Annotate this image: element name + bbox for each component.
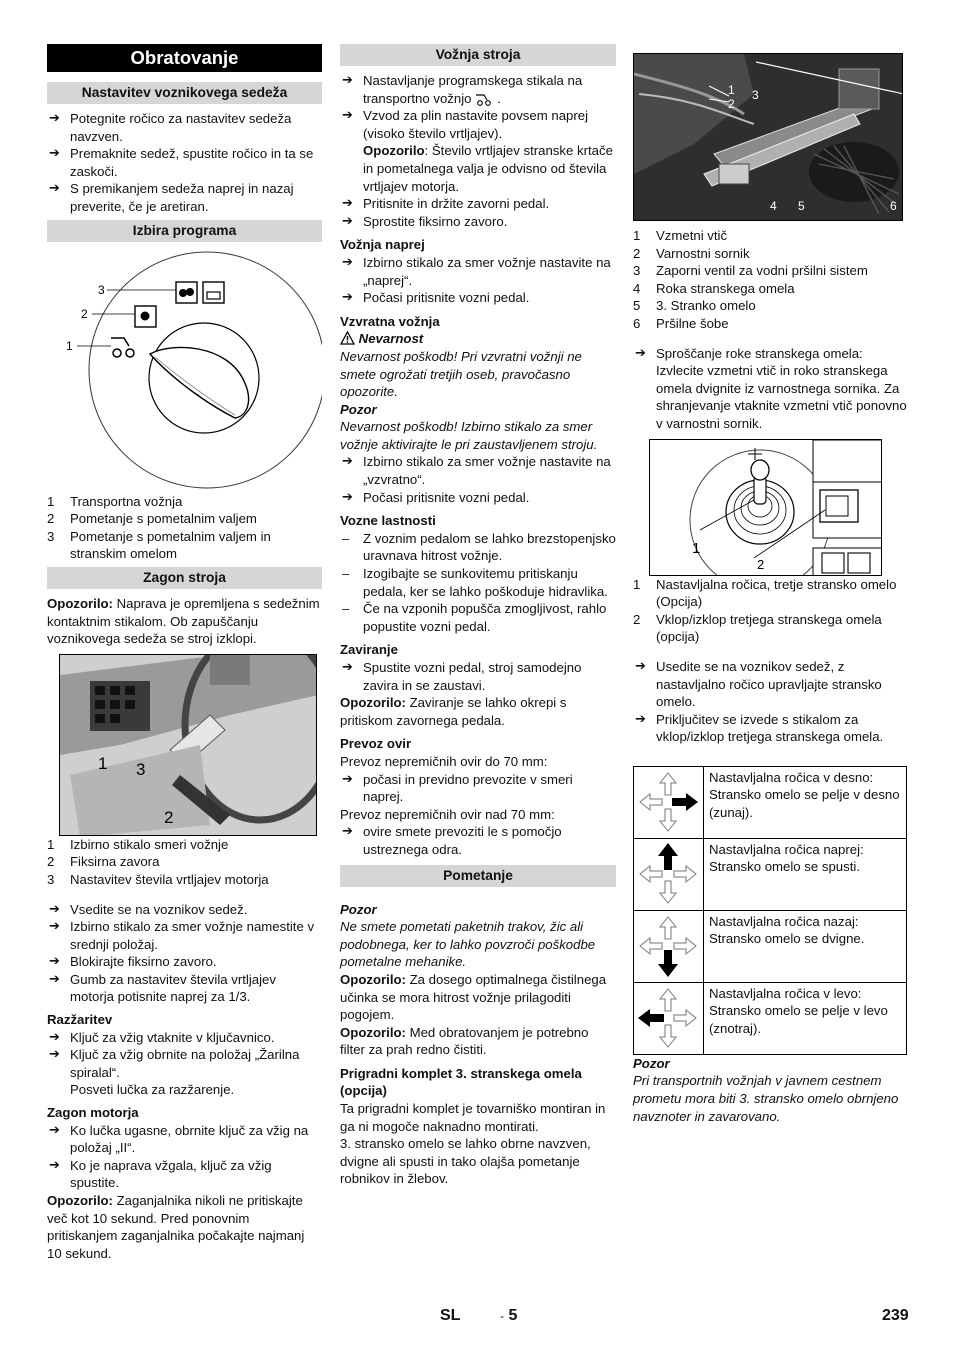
drive-step-3: ➔ Pritisnite in držite zavorni pedal.: [340, 195, 616, 213]
reverse-step-2: ➔ Počasi pritisnite vozni pedal.: [340, 489, 616, 507]
photo-item-5: 5 3. Stranko omelo: [633, 298, 756, 314]
dash-label-3: 3: [136, 759, 146, 779]
dash-label-1: 1: [98, 753, 108, 773]
danger-text: Nevarnost poškodb! Pri vzvratni vožnji ne smete ogrožati tretjih oseb, pravočasno opozorite.: [340, 348, 582, 400]
joystick-figure: [649, 439, 882, 576]
dashboard-drawing: [60, 655, 317, 836]
section-program-title: Izbira programa: [47, 220, 322, 242]
sweep-note-1: Opozorilo: Za dosego optimalnega čistilnega učinka se mora hitrost vožnje prilagoditi pogojem.: [340, 971, 607, 1023]
section-seat-title: Nastavitev voznikovega sedeža: [47, 82, 322, 104]
preheat-step-1: ➔ Ključ za vžig vtaknite v ključavnico.: [47, 1029, 322, 1047]
column-3: [633, 44, 907, 1125]
forward-step-2: ➔ Počasi pritisnite vozni pedal.: [340, 289, 616, 307]
photo-label-6: 6: [890, 199, 897, 213]
release-step: ➔ Sproščanje roke stranskega omela: Izvlecite vzmetni vtič in roko stranskega omela dvignite iz varnostnega sornika. Za shranjevanje vtaknite vzmetni vtič ponovno v varnostni sornik.: [633, 345, 907, 433]
preheat-step-2: ➔ Ključ za vžig obrnite na položaj „Žarilna spiralal“.: [47, 1046, 322, 1081]
engine-step-2: ➔ Ko je naprava vžgala, ključ za vžig spustite.: [47, 1157, 322, 1192]
engine-note: Opozorilo: Zaganjalnika nikoli ne pritiskajte več kot 10 sekund. Pred ponovnim pritiskanjem zaganjalnika počakajte najmanj 10 sekund.: [47, 1193, 305, 1261]
photo-item-4: 4 Roka stranskega omela: [633, 280, 795, 296]
table-row: [634, 910, 907, 982]
brake-title: Zaviranje: [340, 642, 398, 658]
kit-title: Prigradni komplet 3. stranskega omela (opcija): [340, 1065, 582, 1099]
section-drive-title: Vožnja stroja: [340, 44, 616, 66]
joystick-direction-table: [633, 766, 907, 1055]
arrow-left-icon: [634, 982, 704, 1054]
obstacle-text-1: Prevoz nepremičnih ovir do 70 mm:: [340, 753, 548, 769]
program-item-2: 2 Pometanje s pometalnim valjem: [47, 511, 257, 527]
table-row: [634, 982, 907, 1054]
preheat-after: Posveti lučka za razžarenje.: [70, 1082, 235, 1098]
start-step-3: ➔ Blokirajte fiksirno zavoro.: [47, 953, 322, 971]
start-note: Opozorilo: Naprava je opremljena s sedežnim kontaktnim stikalom. Ob zapuščanju voznikovega sedeža se stroj izklopi.: [47, 595, 320, 647]
props-item-2: – Izogibajte se sunkovitemu pritiskanju pedala, ker se lahko poškoduje hidravlika.: [340, 565, 616, 600]
footer-local-page: - 5: [500, 1307, 518, 1324]
direction-up-text: Nastavljalna ročica naprej: Stransko omelo se spusti.: [704, 838, 907, 910]
dash-item-1: 1 Izbirno stikalo smeri vožnje: [47, 836, 229, 852]
photo-label-1: 1: [728, 83, 735, 97]
props-item-1: – Z voznim pedalom se lahko brezstopenjsko uravnava hitrost vožnje.: [340, 530, 616, 565]
program-dial-drawing: [47, 248, 322, 493]
start-step-1: ➔ Vsedite se na voznikov sedež.: [47, 901, 322, 919]
reverse-step-1: ➔ Izbirno stikalo za smer vožnje nastavite na „vzvratno“.: [340, 453, 616, 488]
dash-label-2: 2: [164, 807, 174, 827]
photo-item-2: 2 Varnostni sornik: [633, 245, 750, 261]
footer-language: SL: [440, 1307, 461, 1324]
photo-label-3: 3: [752, 88, 759, 102]
start-step-2: ➔ Izbirno stikalo za smer vožnje namestite v srednji položaj.: [47, 918, 322, 953]
arrow-right-icon: [634, 766, 704, 838]
section-start-title: Zagon stroja: [47, 567, 322, 589]
joystick-drawing: [650, 440, 882, 576]
footer-page-number: 239: [882, 1307, 909, 1324]
start-step-4: ➔ Gumb za nastavitev števila vrtljajev motorja potisnite naprej za 1/3.: [47, 971, 322, 1006]
seat-step-1: ➔ Potegnite ročico za nastavitev sedeža navzven.: [47, 110, 322, 145]
page-title: Obratovanje: [47, 44, 322, 72]
joy-step-1: ➔ Usedite se na voznikov sedež, z nastavljalno ročico upravljajte stransko omelo.: [633, 658, 907, 711]
joy-item-1: 1 Nastavljalna ročica, tretje stransko omelo (Opcija): [633, 576, 897, 610]
photo-label-2: 2: [728, 97, 735, 111]
props-item-3: – Če na vzponih popušča zmogljivost, rahlo popustite vozni pedal.: [340, 600, 616, 635]
danger-heading: Nevarnost: [340, 330, 616, 348]
forward-title: Vožnja naprej: [340, 237, 425, 253]
joy-label-2: 2: [757, 556, 765, 572]
caution-text: Nevarnost poškodb! Izbirno stikalo za smer vožnje aktivirajte le pri zaustavljenem stroju.: [340, 419, 598, 452]
kit-text-1: Ta prigradni komplet je tovarniško montiran in ga ni mogoče naknadno montirati.: [340, 1101, 606, 1134]
program-selector-figure: [47, 248, 322, 493]
photo-label-4: 4: [770, 199, 777, 213]
sweep-caution-text: Ne smete pometati paketnih trakov, žic ali podobnega, ker to lahko povzroči poškodbe pometalne mehanike.: [340, 919, 596, 970]
transport-icon: [475, 92, 497, 106]
preheat-title: Razžaritev: [47, 1012, 113, 1028]
col3-caution-heading: Pozor: [633, 1055, 670, 1071]
engine-step-1: ➔ Ko lučka ugasne, obrnite ključ za vžig na položaj „II“.: [47, 1122, 322, 1157]
joy-item-2: 2 Vklop/izklop tretjega stranskega omela (opcija): [633, 611, 882, 645]
column-1: [47, 44, 322, 1262]
seat-step-2: ➔ Premaknite sedež, spustite ročico in ta se zaskoči.: [47, 145, 322, 180]
photo-label-5: 5: [798, 199, 805, 213]
dash-item-3: 3 Nastavitev števila vrtljajev motorja: [47, 871, 269, 887]
direction-right-text: Nastavljalna ročica v desno: Stransko omelo se pelje v desno (zunaj).: [704, 766, 907, 838]
drive-step-4: ➔ Sprostite fiksirno zavoro.: [340, 213, 616, 231]
reverse-title: Vzvratna vožnja: [340, 313, 440, 329]
brake-note: Opozorilo: Zaviranje se lahko okrepi s pritiskom zavornega pedala.: [340, 695, 567, 728]
sweep-caution-heading: Pozor: [340, 901, 377, 917]
column-2: [340, 44, 616, 1188]
engine-title: Zagon motorja: [47, 1105, 139, 1121]
sweep-note-2: Opozorilo: Med obratovanjem je potrebno filter za prah redno čistiti.: [340, 1024, 589, 1058]
direction-left-text: Nastavljalna ročica v levo: Stransko omelo se pelje v levo (znotraj).: [704, 982, 907, 1054]
table-row: [634, 766, 907, 838]
obstacle-step-2: ➔ ovire smete prevoziti le s pomočjo ustreznega odra.: [340, 823, 616, 858]
side-broom-photo: [633, 53, 903, 221]
col3-caution-text: Pri transportnih vožnjah v javnem cestnem prometu mora biti 3. stransko omelo obrnjeno navznoter in zavarovano.: [633, 1073, 899, 1124]
obstacle-step-1: ➔ počasi in previdno prevozite v smeri naprej.: [340, 771, 616, 806]
program-label-3: 3: [98, 282, 105, 297]
photo-item-3: 3 Zaporni ventil za vodni pršilni sistem: [633, 263, 868, 279]
obstacle-text-2: Prevoz nepremičnih ovir nad 70 mm:: [340, 806, 555, 822]
brake-step-1: ➔ Spustite vozni pedal, stroj samodejno zavira in se zaustavi.: [340, 659, 616, 694]
caution-heading: Pozor: [340, 401, 377, 417]
dashboard-figure: [59, 654, 317, 836]
arrow-up-icon: [634, 838, 704, 910]
drive-note: Opozorilo: Število vrtljajev stranske krtače in pometalnega valja je odvisno od števila vrtljajev motorja.: [363, 143, 613, 194]
seat-step-3: ➔ S premikanjem sedeža naprej in nazaj preverite, če je aretiran.: [47, 180, 322, 215]
warning-triangle-icon: [340, 331, 355, 345]
joy-step-2: ➔ Priključitev se izvede s stikalom za vklop/izklop tretjega stranskega omela.: [633, 711, 907, 746]
joy-label-1: 1: [692, 539, 701, 557]
photo-item-1: 1 Vzmetni vtič: [633, 228, 728, 243]
table-row: [634, 838, 907, 910]
program-label-1: 1: [66, 338, 73, 353]
obstacle-title: Prevoz ovir: [340, 736, 412, 752]
dash-item-2: 2 Fiksirna zavora: [47, 854, 160, 870]
forward-step-1: ➔ Izbirno stikalo za smer vožnje nastavite na „naprej“.: [340, 254, 616, 289]
direction-down-text: Nastavljalna ročica nazaj: Stransko omelo se dvigne.: [704, 910, 907, 982]
drive-step-1: ➔ Nastavljanje programskega stikala na transportno vožnjo .: [340, 72, 616, 107]
program-item-1: 1 Transportna vožnja: [47, 493, 183, 509]
side-broom-drawing: [634, 54, 903, 221]
program-item-3: 3 Pometanje s pometalnim valjem in stranskim omelom: [47, 528, 271, 562]
section-sweep-title: Pometanje: [340, 865, 616, 887]
props-title: Vozne lastnosti: [340, 513, 436, 529]
photo-item-6: 6 Pršilne šobe: [633, 315, 729, 331]
kit-text-2: 3. stransko omelo se lahko obrne navzven, dvigne ali spusti in tako olajša pometanje robnikov in žlebov.: [340, 1136, 591, 1187]
arrow-down-icon: [634, 910, 704, 982]
program-label-2: 2: [81, 306, 88, 321]
drive-step-2: ➔ Vzvod za plin nastavite povsem naprej (visoko število vrtljajev).: [340, 107, 616, 142]
